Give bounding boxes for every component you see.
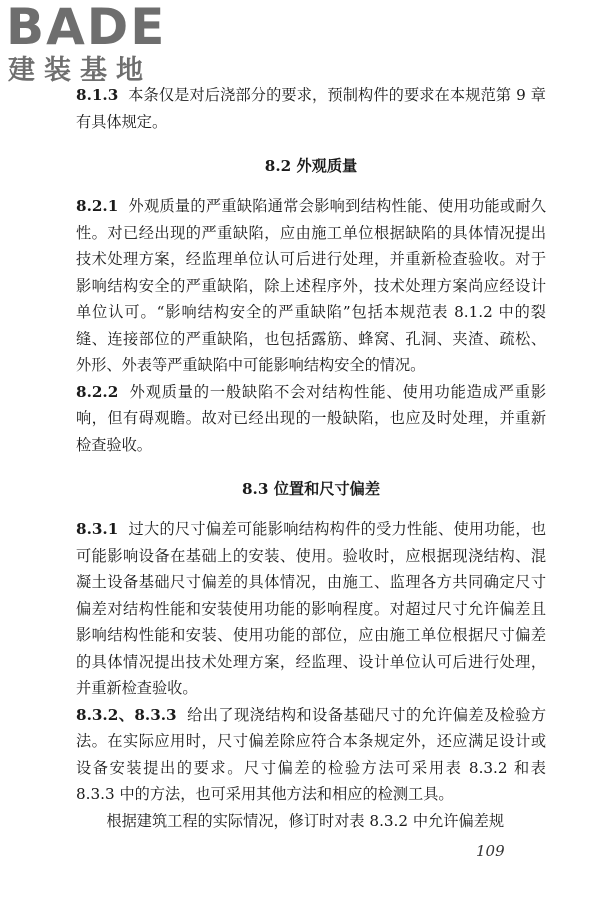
- clause-8-1-3: [76, 82, 546, 135]
- logo-subtitle: 建装基地: [8, 55, 152, 86]
- clause-text: 过大的尺寸偏差可能影响结构构件的受力性能、使用功能，也可能影响设备在基础上的安装、使用。验收时，应根据现浇结构、混凝土设备基础尺寸偏差的具体情况，由施工、监理各方共同确定尺寸偏差对结构性能和安装使用功能的影响程度。对超过尺寸允许偏差且影响结构性能和安装、使用功能的部位，应由施工单位根据尺寸偏差的具体情况提出技术处理方案，经监理、设计单位认可后进行处理，并重新检查验收。: [76, 520, 547, 697]
- clause-number: 8.2.1: [76, 197, 119, 215]
- clause-number: 8.2.2: [76, 382, 119, 401]
- logo-wordmark: BADE: [6, 0, 167, 56]
- section-heading-8-2: 8.2 外观质量: [264, 157, 358, 175]
- clause-8-2-2: [76, 379, 546, 459]
- page-number: 109: [476, 842, 505, 860]
- clause-number: 8.3.2、8.3.3: [76, 705, 177, 724]
- continuation-paragraph: 根据建筑工程的实际情况，修订时对表 8.3.2 中允许偏差规: [106, 811, 505, 830]
- clause-number: 8.1.3: [76, 86, 119, 104]
- clause-text: 本条仅是对后浇部分的要求，预制构件的要求在本规范第 9 章有具体规定。: [76, 86, 546, 131]
- clause-text: 给出了现浇结构和设备基础尺寸的允许偏差及检验方法。在实际应用时，尺寸偏差除应符合本条规定外，还应满足设计或设备安装提出的要求。尺寸偏差的检验方法可采用表 8.3.2 和表 8.3.3 中的方法，也可采用其他方法和相应的检测工具。: [76, 705, 547, 803]
- clause-8-3-1: [76, 516, 546, 702]
- clause-text: 外观质量的一般缺陷不会对结构性能、使用功能造成严重影响，但有碍观瞻。故对已经出现的一般缺陷，也应及时处理，并重新检查验收。: [76, 382, 547, 454]
- clause-text: 外观质量的严重缺陷通常会影响到结构性能、使用功能或耐久性。对已经出现的严重缺陷，应由施工单位根据缺陷的具体情况提出技术处理方案，经监理单位认可后进行处理，并重新检查验收。对于影响结构安全的严重缺陷，除上述程序外，技术处理方案尚应经设计单位认可。“影响结构安全的严重缺陷”包括本规范表 8.1.2 中的裂缝、连接部位的严重缺陷，也包括露筋、蜂窝、孔洞、夹渣、疏松、外形、外表等严重缺陷中可能影响结构安全的情况。: [76, 197, 547, 374]
- clause-number: 8.3.1: [76, 520, 119, 538]
- clause-8-2-1: [76, 193, 546, 379]
- clause-8-3-2: [76, 702, 546, 808]
- section-heading-8-3: 8.3 位置和尺寸偏差: [241, 480, 381, 498]
- bade-logo: [6, 2, 196, 94]
- document-body: [76, 82, 546, 834]
